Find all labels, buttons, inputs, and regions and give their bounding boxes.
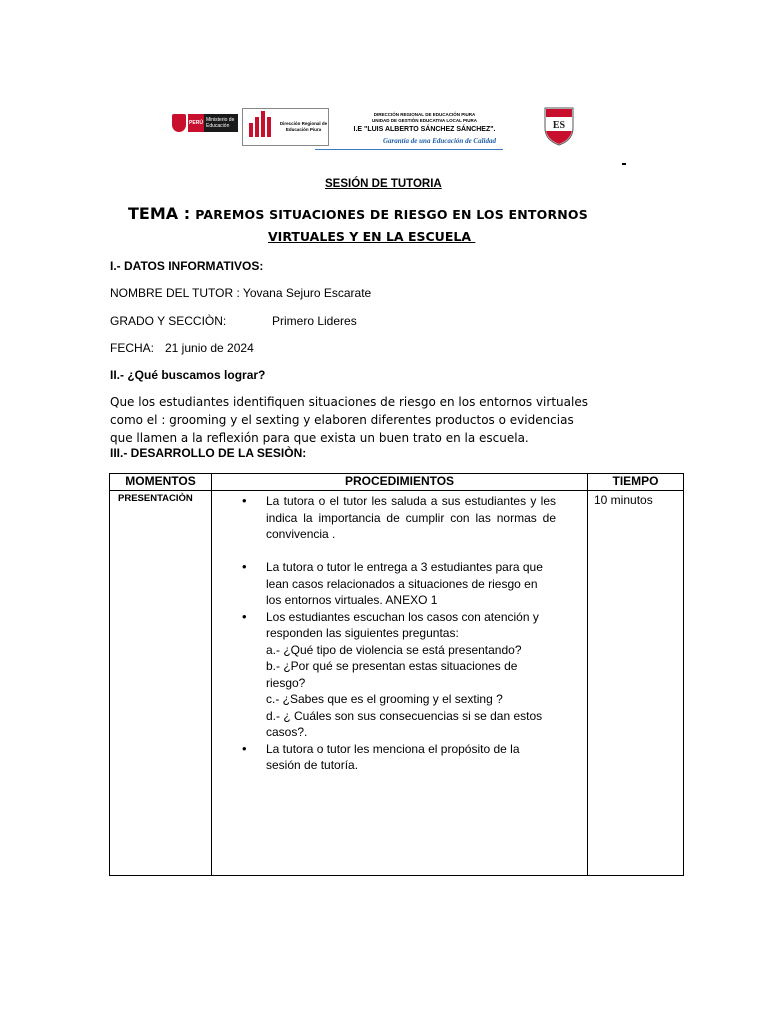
list-item <box>240 609 556 741</box>
list-item: • La tutora o tutor les menciona el propósito de la sesión de tutoría. <box>240 741 556 774</box>
table-row <box>110 491 684 876</box>
tutor-row <box>110 286 371 300</box>
regional-mark-icon <box>243 109 279 145</box>
question-b: b.- ¿Por qué se presentan estas situaciones de riesgo? <box>266 659 518 690</box>
tema-heading <box>128 204 658 244</box>
tutor-label: NOMBRE DEL TUTOR : <box>110 286 240 300</box>
grado-value: Primero Lideres <box>272 314 357 328</box>
grado-label: GRADO Y SECCIÒN: <box>110 314 227 328</box>
objective-line: que llamen a la reflexión para que exista un buen trato en la escuela. <box>110 431 529 445</box>
regional-directorate-logo <box>242 108 329 146</box>
question-c: c.- ¿Sabes que es el grooming y el sexting ? <box>266 692 503 706</box>
session-table <box>109 473 684 876</box>
tema-label: TEMA : <box>128 204 191 223</box>
ministry-label: Ministerio de Educación <box>204 114 238 132</box>
objective-paragraph <box>110 393 650 447</box>
section-3-heading: III.- DESARROLLO DE LA SESIÒN: <box>110 446 307 460</box>
header-momentos: MOMENTOS <box>110 474 212 491</box>
section-2-heading: II.- ¿Qué buscamos lograr? <box>110 368 266 382</box>
table-header-row <box>110 474 684 491</box>
school-name: I.E "LUIS ALBERTO SÁNCHEZ SÁNCHEZ". <box>353 126 496 133</box>
question-d: d.- ¿ Cuáles son sus consecuencias si se dan estos casos?. <box>266 708 543 739</box>
question-a: a.- ¿Qué tipo de violencia se está presentando? <box>266 642 522 657</box>
ugel-label: UNIDAD DE GESTIÓN EDUCATIVA LOCAL PIURA <box>371 118 478 123</box>
fecha-label: FECHA: <box>110 341 155 355</box>
stray-dash <box>622 163 626 165</box>
tema-line-2: VIRTUALES Y EN LA ESCUELA <box>268 229 476 244</box>
header-tiempo: TIEMPO <box>588 474 684 491</box>
regional-label: Dirección Regional de Educación Piura <box>279 121 328 132</box>
procedimientos-cell <box>212 491 588 876</box>
list-item: • La tutora o el tutor les saluda a sus estudiantes y les indica la importancia de cumplir con las normas de convivencia . <box>240 493 556 543</box>
tiempo-cell: 10 minutos <box>588 491 684 876</box>
crest-letters: ES <box>552 120 566 131</box>
momento-cell: PRESENTACIÒN <box>110 491 212 876</box>
procedure-list <box>240 493 556 774</box>
school-crest-icon <box>543 104 575 146</box>
header-banner <box>147 84 612 164</box>
peru-ministry-logo <box>172 112 238 134</box>
list-item: • La tutora o tutor le entrega a 3 estudiantes para que lean casos relacionados a situaciones de riesgo en los entornos virtuales. ANEXO 1 <box>240 559 556 609</box>
tutor-value: Yovana Sejuro Escarate <box>242 286 372 300</box>
list-item-text: Los estudiantes escuchan los casos con atención y responden las siguientes preguntas: <box>266 609 539 640</box>
school-heading <box>317 112 532 145</box>
peru-label: PERÚ <box>188 114 204 132</box>
fecha-value: 21 junio de 2024 <box>165 341 254 355</box>
tema-line-1: PAREMOS SITUACIONES DE RIESGO EN LOS ENTORNOS <box>195 207 588 222</box>
dre-label: DIRECCIÓN REGIONAL DE EDUCACIÓN PIURA <box>373 112 476 117</box>
school-motto: Garantía de una Educación de Calidad <box>383 137 496 145</box>
objective-line: Que los estudiantes identifiquen situaciones de riesgo en los entornos virtuales <box>110 395 588 409</box>
peru-shield-icon <box>172 114 186 132</box>
header-procedimientos: PROCEDIMIENTOS <box>212 474 588 491</box>
section-1-heading: I.- DATOS INFORMATIVOS: <box>110 259 264 273</box>
motto-underline <box>315 149 503 150</box>
session-title: SESIÓN DE TUTORIA <box>325 178 442 190</box>
objective-line: como el : grooming y el sexting y elaboren diferentes productos o evidencias <box>110 413 574 427</box>
